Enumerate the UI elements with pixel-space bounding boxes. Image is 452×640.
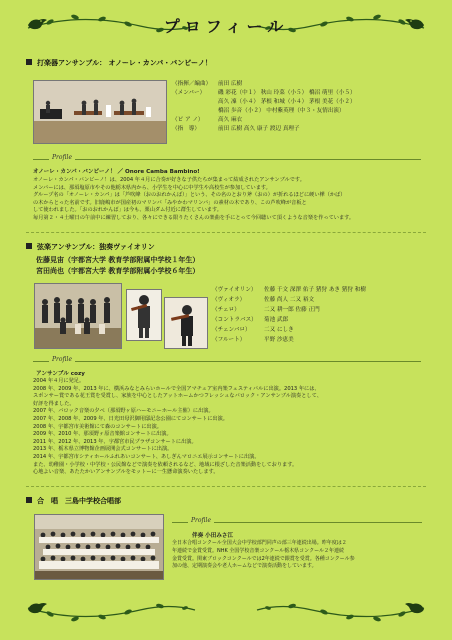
profile-title: アンサンブル cozy xyxy=(36,371,85,377)
profile-text: 2004 年４月に発足。 2008 年、2009 年、2013 年に、横浜みなとみらいホールで全国アマチュア室内楽フェスティバルに出演。2013 年には、 スポンサー賞である花王賞を受賞し、家族を中心としたアットホームかつフレッシュなバロック・アンサンブル演奏として、 好評を得ました。 2007 年、バロック音楽の夕べ（那須野ヶ原ハーモニーホール主催）に出演。 2007 年、2008 年、2009 年、日光田母沢御用邸記念公園にてコンサートに出演。 2008 年、宇都宮市美術館にて森のコンサートに出演。 2009 年、2010 年、那須野ヶ原音楽館コンサートに出演。 2011 年、2012 年、2013 年、宇都宮市民プラザコンサートに出演。 2013 年、栃木県立博物館企画展開会式コンサートに出演。 2014 年、宇都宮市シティホールふれあいコンサート、あしぎんマロニエ展示コンサートに出演。 また、幼稚園・小学校・中学校・公民館などで演奏を依頼されるなど、地域に根ざした音楽活動をしております。 心地よい音楽、あたたかいアンサンブルをモットーに一生懸命演奏いたします。 xyxy=(33,378,322,476)
soloist-name: 佐藤見宙（宇都宮大学 教育学部附属中学校１年生） xyxy=(36,256,200,264)
section-divider xyxy=(26,232,426,233)
member-row: （コントラバス） 菊池 武郎 xyxy=(212,317,289,323)
square-bullet-icon xyxy=(26,497,32,503)
member-row: 高久 凜（小４） 茅根 和城（小４） 茅根 美花（小２） xyxy=(218,99,356,106)
profile-divider xyxy=(33,356,421,366)
violinist-photo-2 xyxy=(164,297,208,349)
profile-label: Profile xyxy=(188,517,214,524)
soloist-names xyxy=(36,255,199,277)
choir-photo xyxy=(34,514,164,580)
string-member-list xyxy=(212,285,366,345)
section-heading-percussion: 打楽器アンサンブル： オノーレ・カンパ・バンビーノ！ xyxy=(26,58,212,68)
string-ensemble-photo xyxy=(34,283,122,349)
section-heading-choir: 合 唱 三島中学校合唱部 xyxy=(26,496,121,506)
member-row: （フルート） 平野 沙恵美 xyxy=(212,337,294,343)
profile-label: Profile xyxy=(49,154,75,161)
member-row: 橋沼 歩音（小２） 中村紫英理（中３・友情出演） xyxy=(218,108,345,115)
soloist-name: 宮田尚也（宇都宮大学 教育学部附属小学校６年生） xyxy=(36,267,200,275)
vine-decoration-bottom xyxy=(20,594,432,628)
percussion-member-list xyxy=(172,80,356,135)
bird-icon xyxy=(26,600,48,616)
square-bullet-icon xyxy=(26,243,32,249)
bird-icon xyxy=(404,600,426,616)
square-bullet-icon xyxy=(26,59,32,65)
member-row: （指揮／編曲） 前田 広樹 xyxy=(172,81,243,87)
profile-divider xyxy=(172,517,422,527)
percussion-ensemble-photo xyxy=(33,80,167,144)
profile-label: Profile xyxy=(49,356,75,363)
member-row: （指 導） 前田 広樹 高久 康子 渡辺 真理子 xyxy=(172,126,300,133)
member-row: （チェンバロ） 二又 にしき xyxy=(212,327,294,333)
violinist-photo-1 xyxy=(126,289,162,341)
profile-title: オノーレ・カンパ・バンビーノ！ ／ Onore Camba Bambino! xyxy=(33,169,200,175)
member-row: （ヴァイオリン） 佐藤 千文 深澤 佑子 猪狩 あき 猪狩 和樹 xyxy=(212,287,366,293)
member-row: （ピ ア ノ） 高久 麻衣 xyxy=(172,117,243,124)
profile-text: オノーレ・カンパ・バンビーノ！は、2004 年４月に合奏が好きな子供たちが集まって結成されたアンサンブルです。 メンバーには、那須塩原市やその他栃木県内から、小学生を中心に中学生や高校生が参加しています。 グループ名の「オノーレ・カンパ」は「芦吹峰（おのおれかんば）」という、その名のとおり斧（おの）が折れるほどに硬い樺（かば） の木からとった名前です。旧鹿嶋市が国産初のマリンバ「みやかわマリンバ」の素材の木であり、この芦吹峰が音板と して使われました。「おのおれかんば」は今も、栗山ダム付近に群生しています。 毎月第２・４土曜日の午前中に練習しており、各々にできる限りたくさんの楽曲を手にとって今回聴いて頂くような音楽を作っています。 xyxy=(33,177,355,221)
member-row: （メンバー） 磯 彩花（中１） 秋山 玲菜（小５） 橋沼 萌里（小５） xyxy=(172,90,356,97)
profile-text: 全日本合唱コンクール全国大会中学校部門同声の部三年連続出場。昨年度は２ 年連続で金賞受賞。NHK 全国学校音楽コンクール栃木県コンクール２年連続 金賞受賞。関東ブロックコンクールでは2年連続で銀賞を受賞。各種コンクール参 加の他、定期演奏会や老人ホームなどで演奏活動をしています。 xyxy=(172,540,355,570)
accompanist: 伴奏 小田みさ江 xyxy=(192,533,234,539)
member-row: （チェロ） 二又 耕一郎 佐藤 正門 xyxy=(212,307,320,313)
member-row: （ヴィオラ） 佐藤 尚人 二又 裕文 xyxy=(212,297,315,303)
page-title: プロフィール xyxy=(163,17,289,36)
section-heading-strings: 弦楽アンサンブル：独奏ヴァイオリン xyxy=(26,242,155,252)
section-divider xyxy=(26,486,426,487)
profile-divider xyxy=(33,154,421,164)
